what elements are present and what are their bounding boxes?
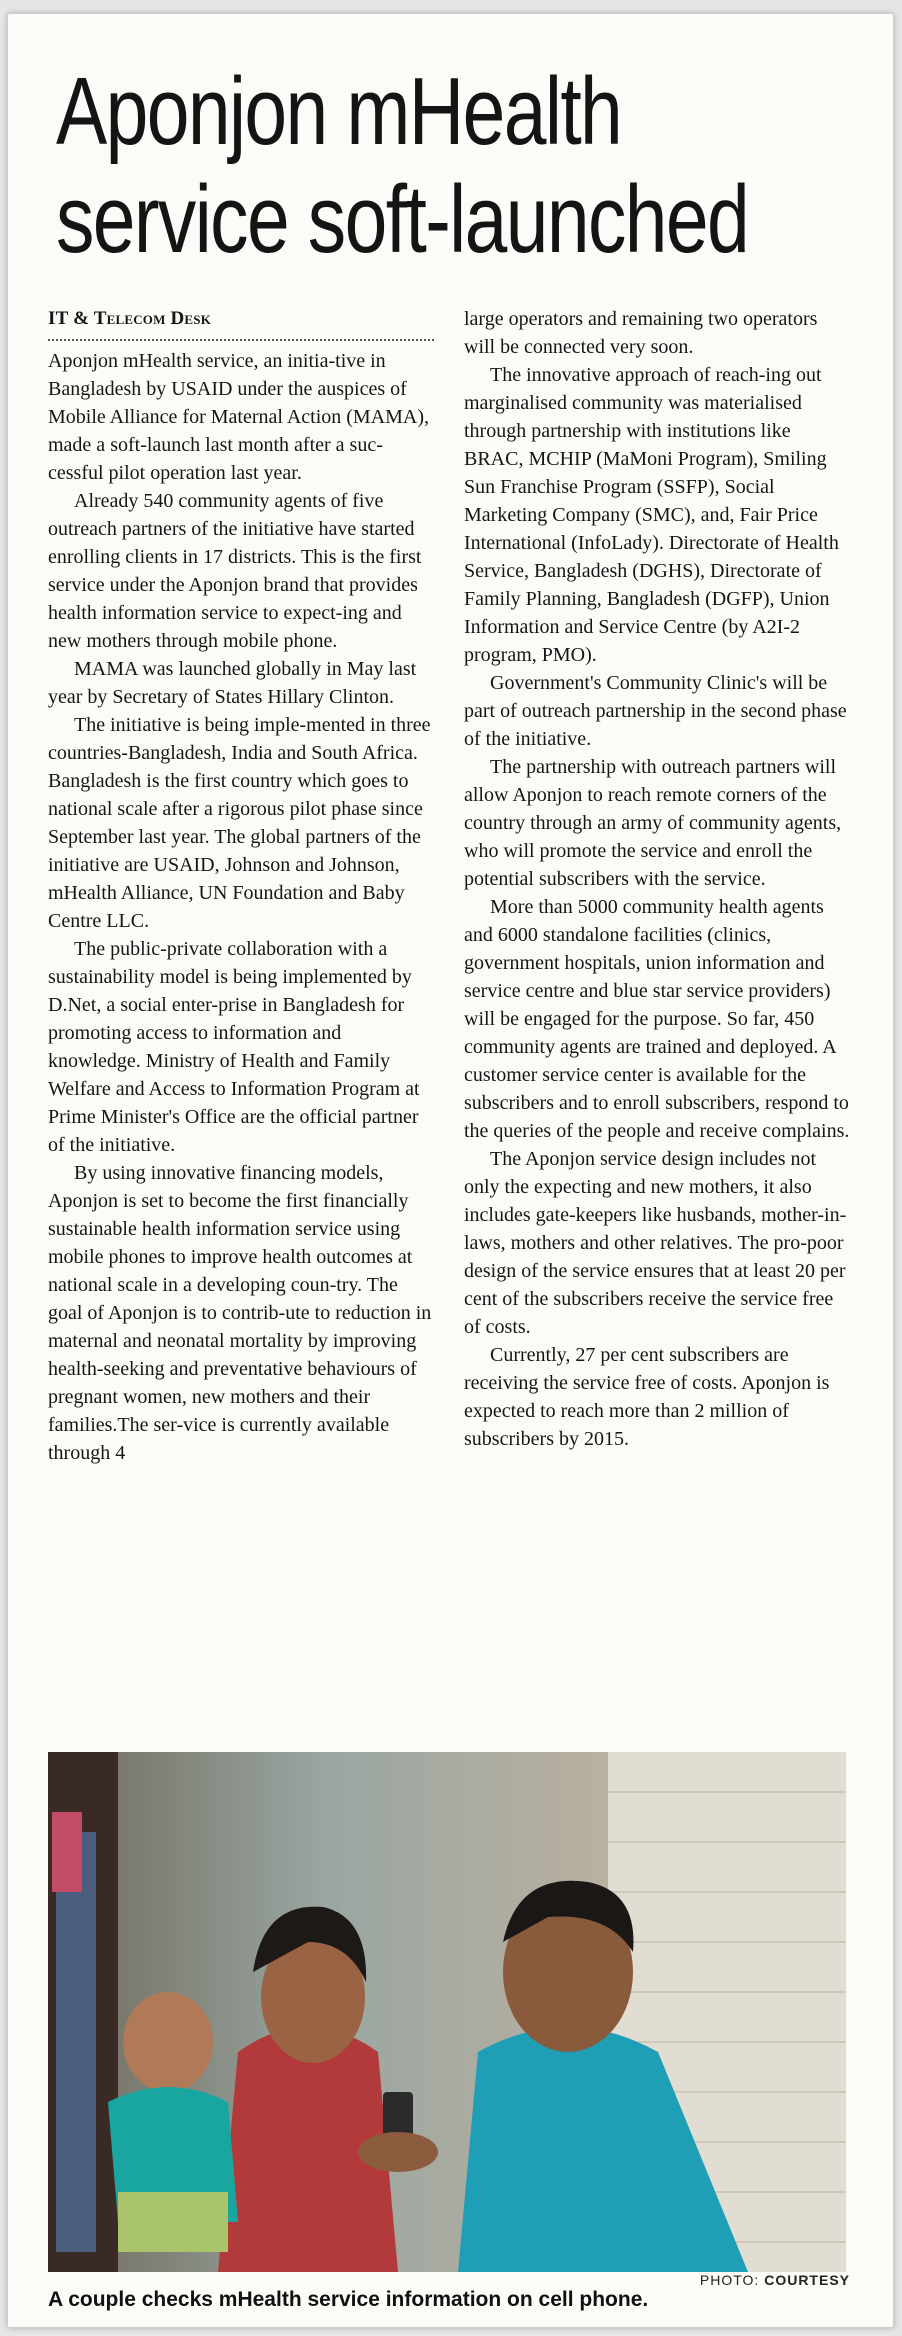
paragraph: Government's Community Clinic's will be part of outreach partnership in the second phase of the initiative. [464, 672, 847, 750]
news-photo [48, 1752, 846, 2272]
hands [358, 2132, 438, 2172]
photo-credit [700, 2272, 850, 2288]
hanging-cloth-pink [52, 1812, 82, 1892]
photo-credit-label: PHOTO: [699, 2272, 760, 2288]
headline-line-1: Aponjon mHealth [56, 58, 622, 165]
byline-desk: IT & Telecom Desk [48, 305, 434, 341]
paragraph: MAMA was launched globally in May last year by Secretary of States Hillary Clinton. [48, 658, 417, 708]
right-column [464, 305, 850, 1745]
article-body [48, 305, 850, 1745]
paragraph: More than 5000 community health agents and 6000 standalone facilities (clinics, government hospitals, union information and service centre and blue star service providers) will be engaged for the purpose. So far, 450 community agents are trained and deployed. A customer service center is available for the subscribers and to enroll subscribers, respond to the queries of the people and receive complains. [464, 896, 850, 1142]
paragraph: The Aponjon service design includes not only the expecting and new mothers, it also includes gate-keepers like husbands, mother-in-laws, mothers and other relatives. The pro-poor design of the service ensures that at least 20 per cent of the subscribers receive the service free of costs. [464, 1148, 847, 1338]
photo-caption: A couple checks mHealth service information on cell phone. [48, 2288, 649, 2311]
paragraph: large operators and remaining two operators will be connected very soon. [464, 308, 818, 358]
photo-credit-source: COURTESY [764, 2272, 850, 2288]
paragraph: Aponjon mHealth service, an initia-tive in Bangladesh by USAID under the auspices of Mobile Alliance for Maternal Action (MAMA), made a soft-launch last month after a suc-cessful pilot operation last year. [48, 350, 430, 484]
left-column [48, 305, 434, 1745]
paragraph: The partnership with outreach partners will allow Aponjon to reach remote corners of the country through an army of community agents, who will promote the service and enroll the potential subscribers with the service. [464, 756, 842, 890]
paragraph: Currently, 27 per cent subscribers are receiving the service free of costs. Aponjon is expected to reach more than 2 million of subscribers by 2015. [464, 1344, 830, 1450]
hanging-cloth [56, 1832, 96, 2252]
headline [56, 58, 749, 274]
paragraph: Already 540 community agents of five outreach partners of the initiative have started enrolling clients in 17 districts. This is the first service under the Aponjon brand that provides health information service to expect-ing and new mothers through mobile phone. [48, 490, 422, 652]
photo-illustration [48, 1752, 846, 2272]
paragraph: The public-private collaboration with a sustainability model is being implemented by D.Net, a social enter-prise in Bangladesh for promoting access to information and knowledge. Ministry of Health and Family Welfare and Access to Information Program at Prime Minister's Office are the official partner of the initiative. [48, 938, 420, 1156]
paragraph: The initiative is being imple-mented in three countries-Bangladesh, India and South Africa. Bangladesh is the first country which goes to national scale after a rigorous pilot phase since September last year. The global partners of the initiative are USAID, Johnson and Johnson, mHealth Alliance, UN Foundation and Baby Centre LLC. [48, 714, 431, 932]
headline-line-2: service soft-launched [56, 166, 749, 273]
baby-pants [118, 2192, 228, 2252]
paragraph: The innovative approach of reach-ing out marginalised community was materialised through partnership with institutions like BRAC, MCHIP (MaMoni Program), Smiling Sun Franchise Program (SSFP), Social Marketing Company (SMC), and, Fair Price International (InfoLady). Directorate of Health Service, Bangladesh (DGHS), Directorate of Family Planning, Bangladesh (DGFP), Union Information and Service Centre (by A2I-2 program, PMO). [464, 364, 839, 666]
baby-face [123, 1992, 213, 2092]
paragraph: By using innovative financing models, Aponjon is set to become the first financially sustainable health information service using mobile phones to improve health outcomes at national scale in a developing coun-try. The goal of Aponjon is to contrib-ute to reduction in maternal and neonatal mortality by improving health-seeking and preventative behaviours of pregnant women, new mothers and their families.The ser-vice is currently available through 4 [48, 1162, 432, 1464]
